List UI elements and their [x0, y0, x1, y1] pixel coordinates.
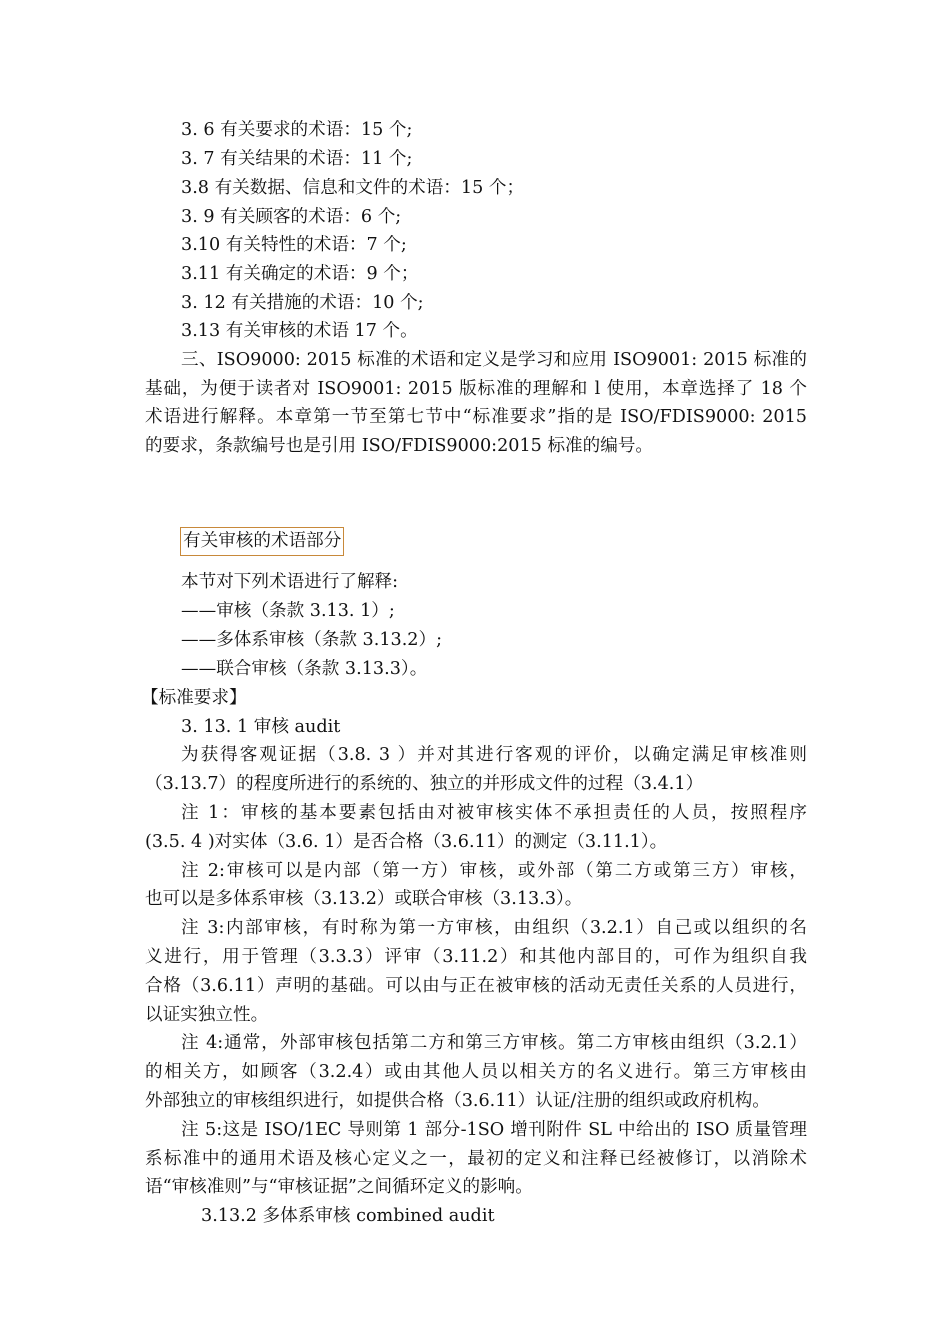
term-count-3-8: 3.8 有关数据、信息和文件的术语：15 个； — [181, 178, 525, 198]
term-list-item: ——多体系审核（条款 3.13.2）; — [181, 630, 443, 650]
note-1-line: (3.5. 4 )对实体（3.6. 1）是否合格（3.6.11）的测定（3.11.1）。 — [145, 832, 668, 852]
note-3-line: 义进行，用于管理（3.3.3）评审（3.11.2）和其他内部目的，可作为组织自我 — [145, 947, 807, 967]
term-3-13-2-title: 3.13.2 多体系审核 combined audit — [201, 1206, 495, 1226]
term-count-3-11: 3.11 有关确定的术语：9 个； — [181, 264, 419, 284]
term-list-item: ——审核（条款 3.13. 1）; — [181, 601, 395, 621]
note-4-line: 注 4:通常，外部审核包括第二方和第三方审核。第二方审核由组织（3.2.1） — [181, 1033, 807, 1053]
note-1-line: 注 1：审核的基本要素包括由对被审核实体不承担责任的人员，按照程序 — [181, 803, 807, 823]
term-count-3-7: 3. 7 有关结果的术语：11 个; — [181, 149, 413, 169]
intro-paragraph-line: 基础，为便于读者对 ISO9001: 2015 版标准的理解和 l 使用，本章选择了 18 个 — [145, 379, 807, 399]
definition-line: 为获得客观证据（3.8. 3 ）并对其进行客观的评价，以确定满足审核准则 — [181, 745, 807, 765]
note-3-line: 以证实独立性。 — [145, 1005, 269, 1025]
section-intro: 本节对下列术语进行了解释: — [181, 572, 399, 592]
term-count-3-9: 3. 9 有关顾客的术语：6 个; — [181, 207, 402, 227]
term-list-item: ——联合审核（条款 3.13.3）。 — [181, 659, 428, 679]
intro-paragraph-line: 三、ISO9000: 2015 标准的术语和定义是学习和应用 ISO9001: 2015 标准的 — [181, 350, 807, 370]
intro-paragraph-line: 术语进行解释。本章第一节至第七节中“标准要求”指的是 ISO/FDIS9000: 2015 — [145, 407, 807, 427]
note-4-line: 的相关方，如顾客（3.2.4）或由其他人员以相关方的名义进行。第三方审核由 — [145, 1062, 807, 1082]
intro-paragraph-line: 的要求，条款编号也是引用 ISO/FDIS9000:2015 标准的编号。 — [145, 436, 654, 456]
note-3-line: 注 3:内部审核，有时称为第一方审核，由组织（3.2.1）自己或以组织的名 — [181, 918, 807, 938]
term-count-3-13: 3.13 有关审核的术语 17 个。 — [181, 321, 418, 341]
standard-requirement-label: 【标准要求】 — [141, 688, 247, 708]
term-count-3-10: 3.10 有关特性的术语：7 个; — [181, 235, 407, 255]
note-2-line: 也可以是多体系审核（3.13.2）或联合审核（3.13.3）。 — [145, 889, 583, 909]
definition-line: （3.13.7）的程度所进行的系统的、独立的并形成文件的过程（3.4.1） — [145, 774, 704, 794]
term-count-3-12: 3. 12 有关措施的术语：10 个; — [181, 293, 424, 313]
term-3-13-1-title: 3. 13. 1 审核 audit — [181, 717, 341, 737]
note-3-line: 合格（3.6.11）声明的基础。可以由与正在被审核的活动无责任关系的人员进行， — [145, 976, 807, 996]
note-5-line: 语“审核准则”与“审核证据”之间循环定义的影响。 — [145, 1177, 533, 1197]
section-heading: 有关审核的术语部分 — [180, 527, 344, 556]
note-4-line: 外部独立的审核组织进行，如提供合格（3.6.11）认证/注册的组织或政府机构。 — [145, 1091, 770, 1111]
note-2-line: 注 2:审核可以是内部（第一方）审核，或外部（第二方或第三方）审核， — [181, 861, 807, 881]
term-count-3-6: 3. 6 有关要求的术语：15 个; — [181, 120, 413, 140]
note-5-line: 注 5:这是 ISO/1EC 导则第 1 部分-1SO 增刊附件 SL 中给出的 ISO 质量管理 — [181, 1120, 807, 1140]
note-5-line: 系标准中的通用术语及核心定义之一，最初的定义和注释已经被修订，以消除术 — [145, 1149, 807, 1169]
